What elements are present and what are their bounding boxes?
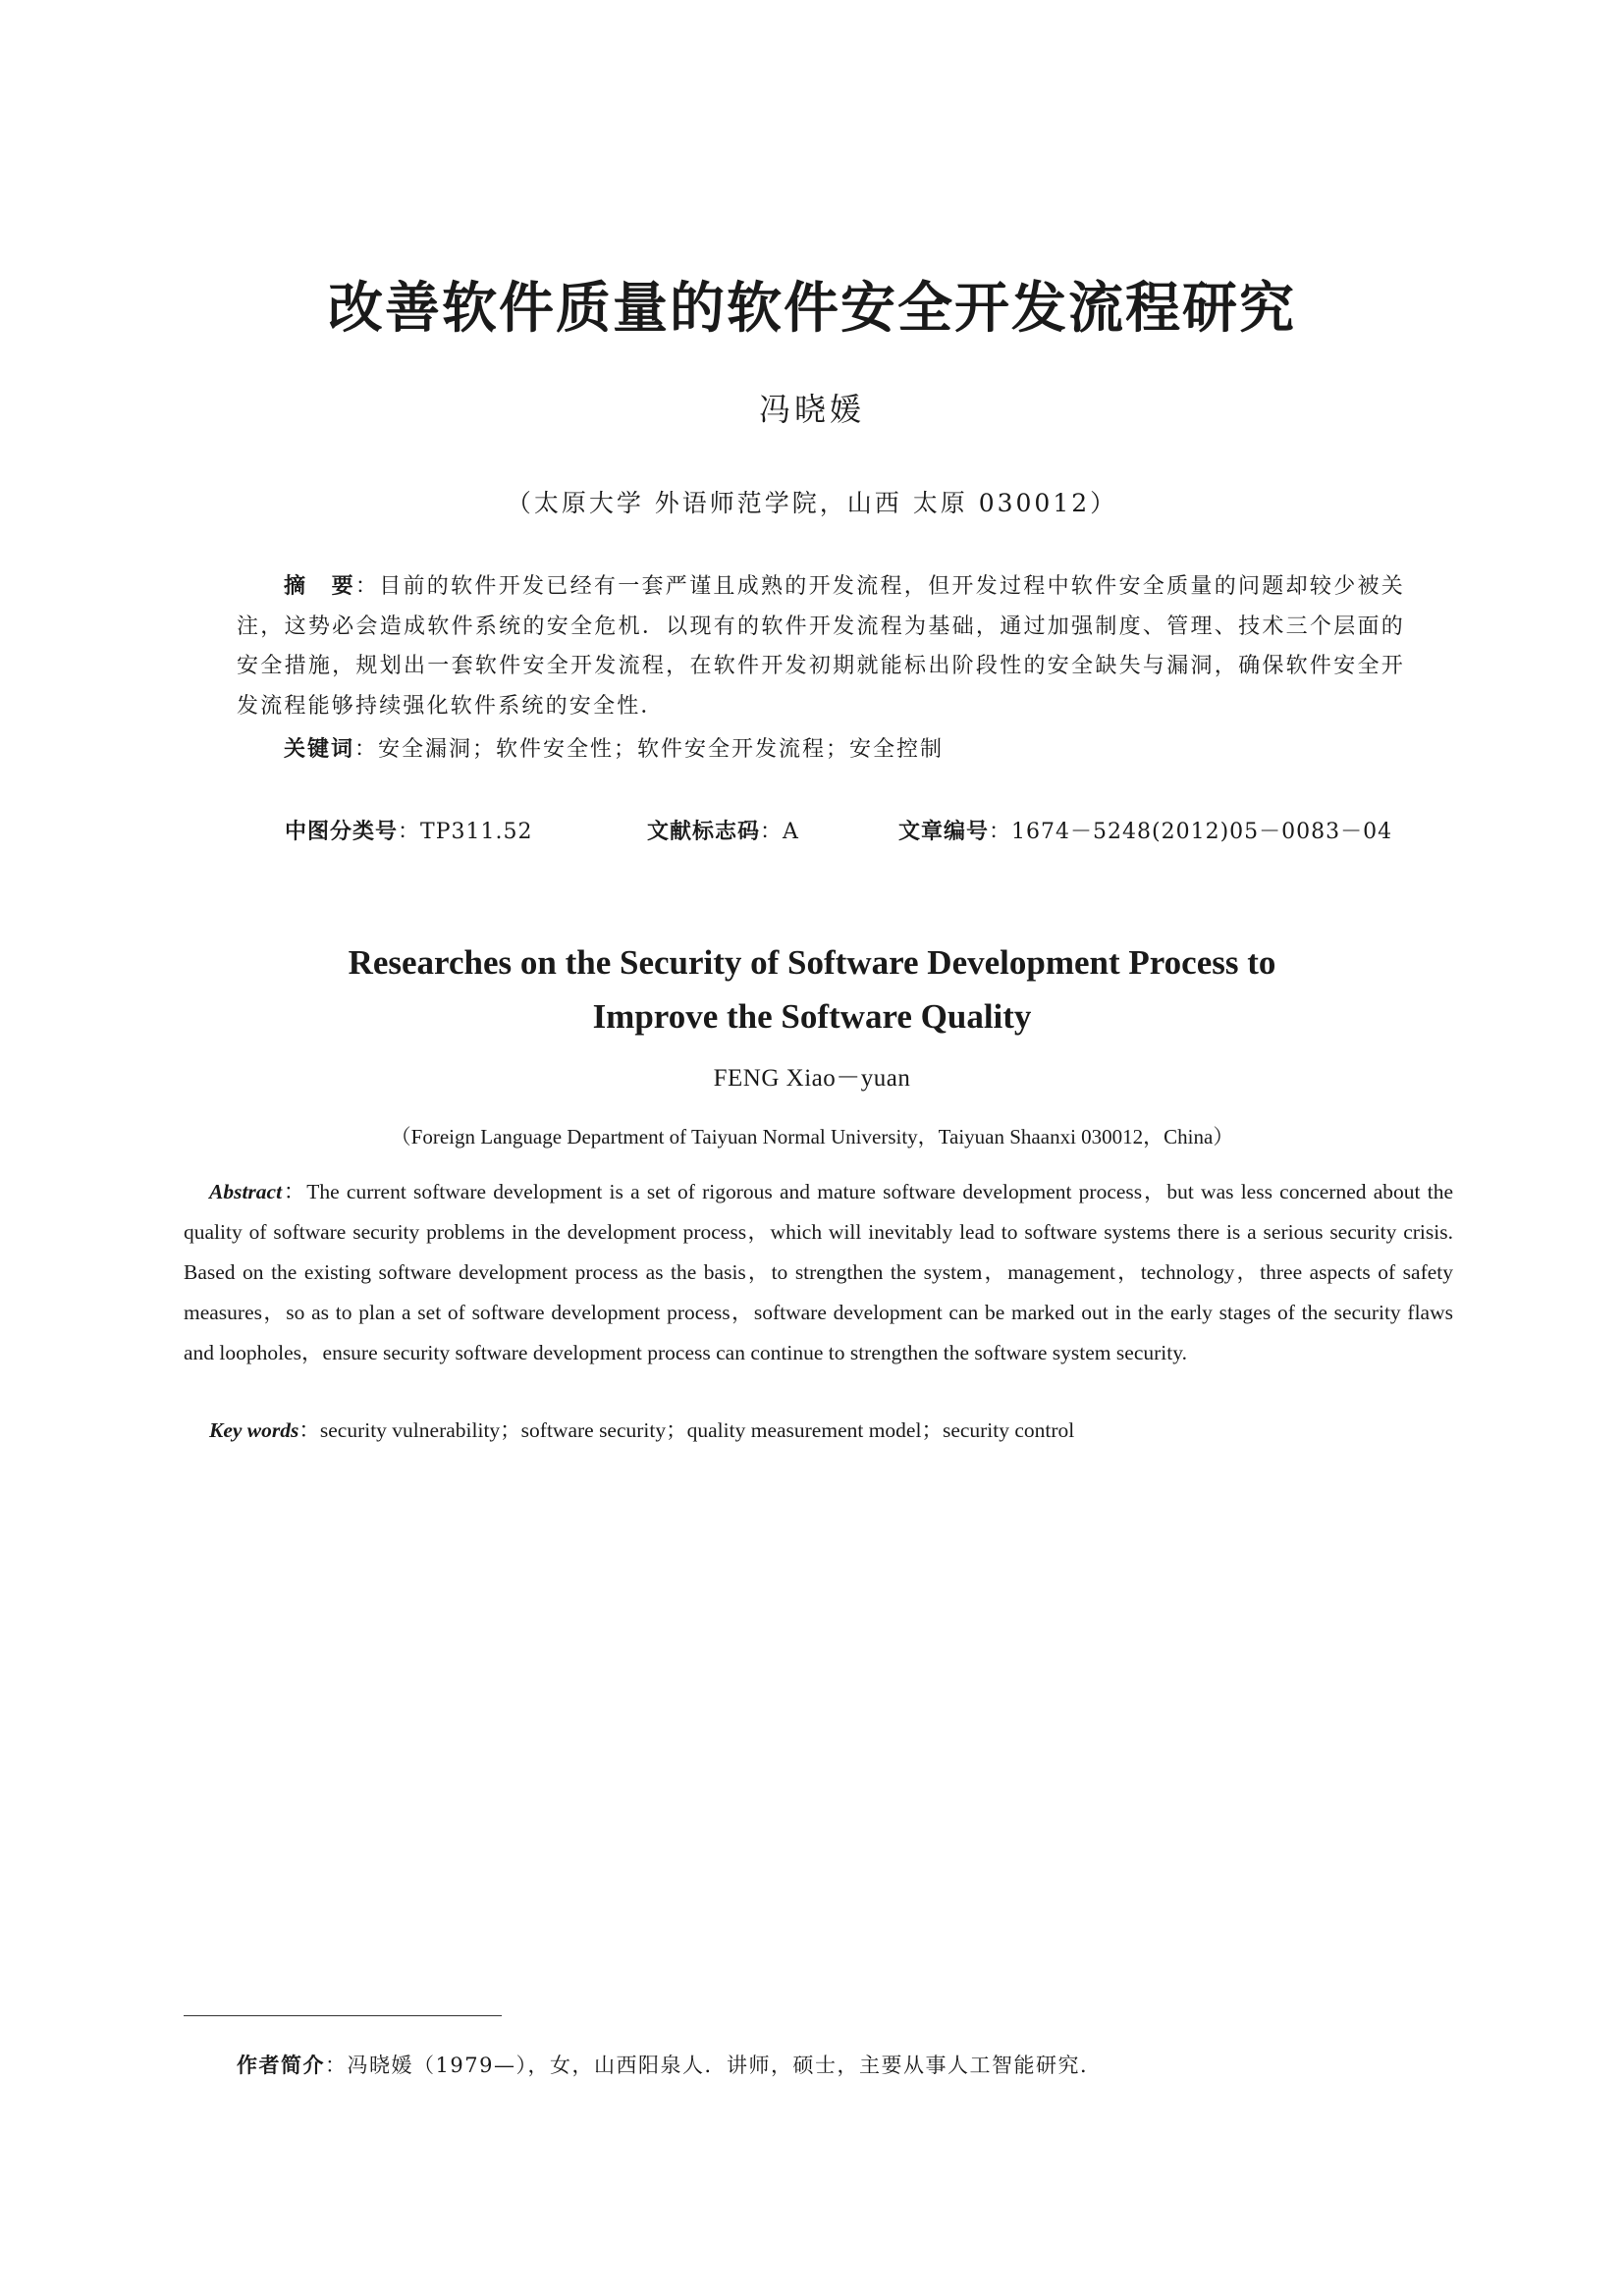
article-number-value: ：1674－5248(2012)05－0083－04	[989, 820, 1393, 844]
footnote-divider	[184, 2015, 502, 2016]
clc-number-label: 中图分类号	[285, 820, 399, 844]
english-title-line-1: Researches on the Security of Software Development Process to	[348, 943, 1276, 982]
english-keywords	[209, 1414, 1446, 1444]
chinese-keywords-text: ：安全漏洞；软件安全性；软件安全开发流程；安全控制	[354, 737, 945, 762]
english-keywords-text: ：security vulnerability；software security；quality measurement model；security control	[298, 1418, 1075, 1442]
author-footnote-text: ：冯晓媛（1979—），女，山西阳泉人．讲师，硕士，主要从事人工智能研究．	[325, 2054, 1103, 2077]
english-keywords-label: Key words	[209, 1418, 299, 1442]
author-footnote-label: 作者简介	[237, 2054, 325, 2077]
chinese-abstract-text: ：目前的软件开发已经有一套严谨且成熟的开发流程，但开发过程中软件安全质量的问题却较少被关注，这势必会造成软件系统的安全危机．以现有的软件开发流程为基础，通过加强制度、管理、技术三个层面的安全措施，规划出一套软件安全开发流程，在软件开发初期就能标出阶段性的安全缺失与漏洞，确保软件安全开发流程能够持续强化软件系统的安全性．	[237, 574, 1405, 719]
chinese-author: 冯晓媛	[758, 391, 865, 428]
document-code	[647, 815, 799, 845]
clc-number	[285, 815, 532, 845]
english-affiliation: （Foreign Language Department of Taiyuan Normal University，Taiyuan Shaanxi 030012，China）	[390, 1125, 1234, 1148]
english-title-line-2: Improve the Software Quality	[592, 997, 1032, 1036]
english-abstract-text: ：The current software development is a set of rigorous and mature software development process，but was less concerned about the quality of software security problems in the development process，which will inevitably lead to software systems there is a serious security crisis. Based on the existing software development process as the basis，to strengthen the system，management，technology，three aspects of safety measures，so as to plan a set of software development process，software development can be marked out in the early stages of the security flaws and loopholes，ensure security software development process can continue to strengthen the software system security.	[184, 1180, 1453, 1364]
chinese-abstract-label: 摘 要	[284, 574, 355, 599]
author-footnote	[237, 2050, 1415, 2079]
article-number-label: 文章编号	[898, 820, 990, 844]
chinese-keywords-label: 关键词	[284, 737, 355, 762]
english-title	[0, 935, 1624, 1043]
chinese-keywords	[284, 732, 1413, 763]
chinese-affiliation: （太原大学 外语师范学院，山西 太原 030012）	[506, 489, 1118, 517]
clc-number-value: ：TP311.52	[398, 820, 533, 844]
english-author: FENG Xiao－yuan	[713, 1065, 911, 1092]
document-code-value: ：A	[760, 820, 799, 844]
english-abstract	[184, 1172, 1453, 1373]
chinese-title: 改善软件质量的软件安全开发流程研究	[328, 277, 1296, 341]
article-number	[898, 815, 1392, 845]
english-abstract-label: Abstract	[209, 1180, 283, 1203]
chinese-abstract	[237, 567, 1405, 726]
document-code-label: 文献标志码	[647, 820, 761, 844]
